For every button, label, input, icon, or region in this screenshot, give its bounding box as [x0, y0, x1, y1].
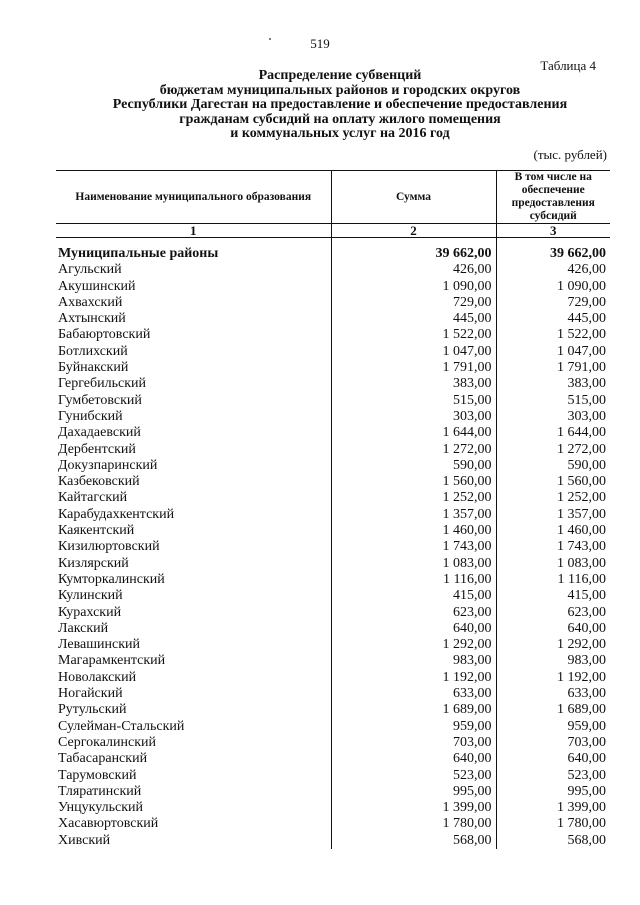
- including-cell: 1 743,00: [496, 539, 610, 555]
- municipality-name: Хивский: [58, 832, 111, 848]
- sum-cell: 633,00: [331, 686, 496, 702]
- title-line: Распределение субвенций: [258, 68, 422, 83]
- table-row: [56, 409, 610, 425]
- including-cell: 568,00: [496, 833, 610, 849]
- including-cell: 1 791,00: [496, 360, 610, 376]
- sum-cell: 1 460,00: [331, 523, 496, 539]
- sum-cell: 1 252,00: [331, 490, 496, 506]
- municipality-name: Ботлихский: [58, 343, 128, 359]
- total-row: [56, 246, 610, 262]
- including-cell: 1 292,00: [496, 637, 610, 653]
- municipality-name: Кизилюртовский: [58, 539, 160, 555]
- table-row: [56, 670, 610, 686]
- including-cell: 729,00: [496, 295, 610, 311]
- sum-cell: 415,00: [331, 588, 496, 604]
- sum-cell: 640,00: [331, 751, 496, 767]
- header-including: В том числе на обеспечение предоставления субсидий: [496, 171, 610, 224]
- sum-cell: 445,00: [331, 311, 496, 327]
- including-cell: 426,00: [496, 262, 610, 278]
- title-line: и коммунальных услуг на 2016 год: [230, 126, 450, 141]
- municipality-name: Акушинский: [58, 278, 136, 294]
- municipality-name: Рутульский: [58, 702, 127, 718]
- municipality-name: Гергебильский: [58, 376, 146, 392]
- header-sum: Сумма: [331, 171, 496, 224]
- sum-cell: 1 560,00: [331, 474, 496, 490]
- table-row: [56, 751, 610, 767]
- title-line: Республики Дагестан на предоставление и обеспечение предоставления: [112, 97, 568, 112]
- sum-cell: 995,00: [331, 784, 496, 800]
- sum-cell: 1 689,00: [331, 702, 496, 718]
- title-line: бюджетам муниципальных районов и городских округов: [159, 82, 521, 98]
- sum-cell: 983,00: [331, 653, 496, 669]
- municipality-name: Кумторкалинский: [58, 571, 165, 587]
- table-header: [56, 171, 610, 247]
- table-row: [56, 588, 610, 604]
- municipality-name: Хасавюртовский: [58, 816, 159, 832]
- table-row: [56, 539, 610, 555]
- sum-cell: 383,00: [331, 376, 496, 392]
- including-cell: 383,00: [496, 376, 610, 392]
- table-row: [56, 458, 610, 474]
- sum-cell: 1 292,00: [331, 637, 496, 653]
- sum-cell: 523,00: [331, 768, 496, 784]
- municipality-name: Лакский: [58, 620, 109, 636]
- including-cell: 623,00: [496, 605, 610, 621]
- document-title: [60, 69, 620, 142]
- municipality-name: Дахадаевский: [58, 425, 141, 441]
- including-cell: 1 560,00: [496, 474, 610, 490]
- sum-cell: 1 272,00: [331, 442, 496, 458]
- municipality-name: Левашинский: [58, 637, 141, 653]
- including-cell: 633,00: [496, 686, 610, 702]
- table-row: [56, 376, 610, 392]
- including-cell: 590,00: [496, 458, 610, 474]
- table-row: [56, 768, 610, 784]
- including-cell: 1 083,00: [496, 556, 610, 572]
- municipality-name: Кайтагский: [58, 490, 128, 506]
- table-row: [56, 262, 610, 278]
- including-cell: 640,00: [496, 621, 610, 637]
- municipality-name: Кизлярский: [58, 555, 129, 571]
- municipality-name: Докузпаринский: [58, 457, 158, 473]
- including-cell: 515,00: [496, 393, 610, 409]
- sum-cell: 729,00: [331, 295, 496, 311]
- including-cell: 39 662,00: [496, 246, 610, 262]
- including-cell: 640,00: [496, 751, 610, 767]
- municipality-name: Магарамкентский: [58, 653, 166, 669]
- table-row: [56, 702, 610, 718]
- table-row: [56, 523, 610, 539]
- municipality-name: Курахский: [58, 604, 122, 620]
- table-label: Таблица 4: [540, 58, 596, 73]
- sum-cell: 1 791,00: [331, 360, 496, 376]
- including-cell: 1 644,00: [496, 425, 610, 441]
- municipality-name: Ногайский: [58, 686, 123, 702]
- table-row: [56, 833, 610, 849]
- table-row: [56, 393, 610, 409]
- municipality-name: Гунибский: [58, 408, 123, 424]
- including-cell: 1 116,00: [496, 572, 610, 588]
- municipality-name: Сулейман-Стальский: [58, 718, 185, 734]
- municipality-name: Агульский: [58, 262, 122, 278]
- column-number: 2: [331, 224, 496, 238]
- table-row: [56, 816, 610, 832]
- sum-cell: 39 662,00: [331, 246, 496, 262]
- municipality-name: Ахтынский: [58, 311, 126, 327]
- municipality-name: Карабудахкентский: [58, 506, 175, 522]
- table-row: [56, 784, 610, 800]
- including-cell: 303,00: [496, 409, 610, 425]
- municipality-name: Тарумовский: [58, 767, 137, 783]
- including-cell: 1 252,00: [496, 490, 610, 506]
- including-cell: 1 689,00: [496, 702, 610, 718]
- municipality-name: Буйнакский: [58, 360, 129, 376]
- table-row: [56, 442, 610, 458]
- title-line: гражданам субсидий на оплату жилого помещения: [179, 111, 501, 127]
- sum-cell: 426,00: [331, 262, 496, 278]
- units-label: (тыс. рублей): [533, 147, 607, 162]
- including-cell: 1 460,00: [496, 523, 610, 539]
- including-cell: 523,00: [496, 768, 610, 784]
- municipality-name: Ахвахский: [58, 294, 123, 310]
- table-row: [56, 605, 610, 621]
- sum-cell: 1 357,00: [331, 507, 496, 523]
- sum-cell: 568,00: [331, 833, 496, 849]
- table-row: [56, 686, 610, 702]
- including-cell: 415,00: [496, 588, 610, 604]
- municipality-name: Казбековский: [58, 474, 140, 490]
- municipality-name: Дербентский: [58, 441, 136, 457]
- sum-cell: 1 743,00: [331, 539, 496, 555]
- table-row: [56, 621, 610, 637]
- table-row: [56, 719, 610, 735]
- table-body: [56, 246, 610, 849]
- table-row: [56, 360, 610, 376]
- subvention-table: [56, 170, 610, 849]
- table-row: [56, 425, 610, 441]
- table-row: [56, 327, 610, 343]
- table-row: [56, 474, 610, 490]
- sum-cell: 590,00: [331, 458, 496, 474]
- sum-cell: 1 780,00: [331, 816, 496, 832]
- sum-cell: 623,00: [331, 605, 496, 621]
- column-number: 1: [56, 224, 331, 238]
- including-cell: 959,00: [496, 719, 610, 735]
- sum-cell: 1 090,00: [331, 279, 496, 295]
- sum-cell: 303,00: [331, 409, 496, 425]
- including-cell: 1 272,00: [496, 442, 610, 458]
- header-name: Наименование муниципального образования: [56, 171, 331, 224]
- including-cell: 1 780,00: [496, 816, 610, 832]
- sum-cell: 1 399,00: [331, 800, 496, 816]
- page-number: 519: [310, 36, 330, 51]
- table-row: [56, 295, 610, 311]
- municipality-name: Каякентский: [58, 523, 135, 539]
- including-cell: 1 047,00: [496, 344, 610, 360]
- table-row: [56, 344, 610, 360]
- including-cell: 1 090,00: [496, 279, 610, 295]
- including-cell: 1 357,00: [496, 507, 610, 523]
- including-cell: 1 522,00: [496, 327, 610, 343]
- table-row: [56, 637, 610, 653]
- including-cell: 1 192,00: [496, 670, 610, 686]
- table-row: [56, 490, 610, 506]
- table-row: [56, 572, 610, 588]
- sum-cell: 1 644,00: [331, 425, 496, 441]
- municipality-name: Гумбетовский: [58, 392, 142, 408]
- sum-cell: 959,00: [331, 719, 496, 735]
- municipality-name: Бабаюртовский: [58, 327, 151, 343]
- table-row: [56, 507, 610, 523]
- sum-cell: 1 047,00: [331, 344, 496, 360]
- table-row: [56, 279, 610, 295]
- sum-cell: 1 083,00: [331, 556, 496, 572]
- table-row: [56, 653, 610, 669]
- municipality-name: Муниципальные районы: [58, 246, 219, 261]
- sum-cell: 703,00: [331, 735, 496, 751]
- including-cell: 445,00: [496, 311, 610, 327]
- column-number: 3: [496, 224, 610, 238]
- sum-cell: 1 116,00: [331, 572, 496, 588]
- including-cell: 983,00: [496, 653, 610, 669]
- municipality-name: Кулинский: [58, 588, 123, 604]
- municipality-name: Тляратинский: [58, 783, 142, 799]
- table-row: [56, 735, 610, 751]
- table-row: [56, 556, 610, 572]
- municipality-name: Сергокалинский: [58, 734, 157, 750]
- municipality-name: Унцукульский: [58, 800, 144, 816]
- sum-cell: 1 192,00: [331, 670, 496, 686]
- including-cell: 703,00: [496, 735, 610, 751]
- including-cell: 995,00: [496, 784, 610, 800]
- sum-cell: 515,00: [331, 393, 496, 409]
- table-row: [56, 800, 610, 816]
- table-row: [56, 311, 610, 327]
- municipality-name: Новолакский: [58, 669, 137, 685]
- sum-cell: 1 522,00: [331, 327, 496, 343]
- including-cell: 1 399,00: [496, 800, 610, 816]
- sum-cell: 640,00: [331, 621, 496, 637]
- municipality-name: Табасаранский: [58, 751, 148, 767]
